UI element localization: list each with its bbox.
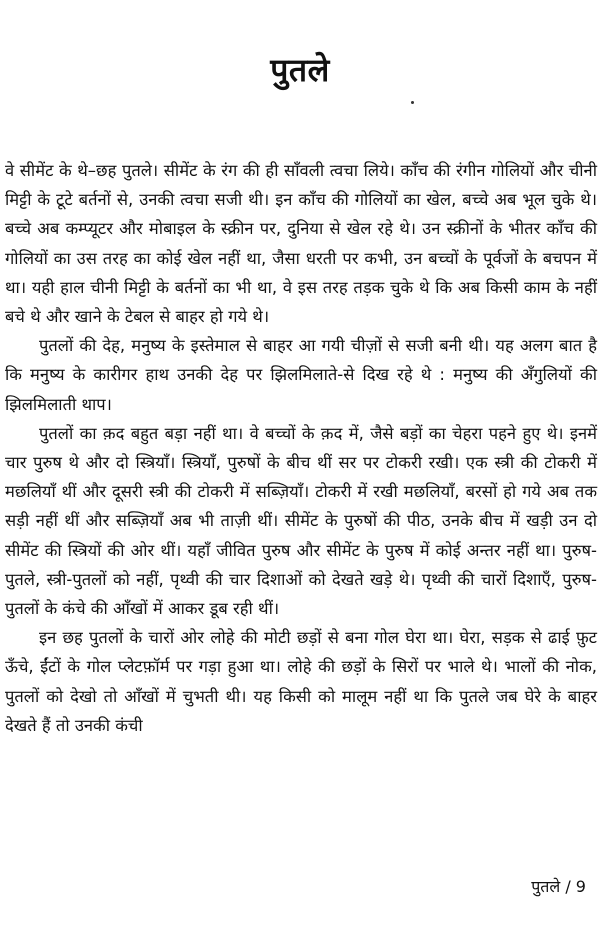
page-title: पुतले: [270, 51, 330, 89]
print-speck: [411, 101, 414, 104]
paragraph: इन छह पुतलों के चारों ओर लोहे की मोटी छड़ों से बना गोल घेरा था। घेरा, सड़क से ढाई फ़ुट ऊँचे, ईंटों के गोल प्लेटफ़ॉर्म पर गड़ा हुआ था। लोहे की छड़ों के सिरों पर भाले थे। भालों की नोक, पुतलों को देखो तो आँखों में चुभती थी। यह किसी को मालूम नहीं था कि पुतले जब घेरे के बाहर देखते हैं तो उनकी कंची: [5, 628, 597, 735]
paragraph: पुतलों की देह, मनुष्य के इस्तेमाल से बाहर आ गयी चीज़ों से सजी बनी थी। यह अलग बात है कि मनुष्य के कारीगर हाथ उनकी देह पर झिलमिलाते-से दिख रहे थे : मनुष्य की अँगुलियों की झिलमिलाती थाप।: [5, 336, 597, 414]
paragraph: पुतलों का क़द बहुत बड़ा नहीं था। वे बच्चों के क़द में, जैसे बड़ों का चेहरा पहने हुए थे। इनमें चार पुरुष थे और दो स्त्रियाँ। स्त्रियाँ, पुरुषों के बीच थीं सर पर टोकरी रखी। एक स्त्री की टोकरी में मछलियाँ थीं और दूसरी स्त्री की टोकरी में सब्ज़ियाँ। टोकरी में रखी मछलियाँ, बरसों हो गये अब तक सड़ी नहीं थीं और सब्ज़ियाँ अब भी ताज़ी थीं। सीमेंट के पुरुषों की पीठ, उनके बीच में खड़ी उन दो सीमेंट की स्त्रियों की ओर थीं। यहाँ जीवित पुरुष और सीमेंट के पुरुष में कोई अन्तर नहीं था। पुरुष-पुतले, स्त्री-पुतलों को नहीं, पृथ्वी की चार दिशाओं को देखते खड़े थे। पृथ्वी की चारों दिशाएँ, पुरुष-पुतलों के कंचे की आँखों में आकर डूब रही थीं।: [5, 423, 597, 619]
page-footer: पुतले / 9: [531, 877, 586, 896]
body-text: [5, 156, 597, 740]
paragraph: वे सीमेंट के थे–छह पुतले। सीमेंट के रंग की ही साँवली त्वचा लिये। काँच की रंगीन गोलियों और चीनी मिट्टी के टूटे बर्तनों से, उनकी त्वचा सजी थी। इन काँच की गोलियों का खेल, बच्चे अब भूल चुके थे। बच्चे अब कम्प्यूटर और मोबाइल के स्क्रीन पर, दुनिया से खेल रहे थे। उन स्क्रीनों के भीतर काँच की गोलियों का उस तरह का कोई खेल नहीं था, जैसा धरती पर कभी, उन बच्चों के पूर्वजों के बचपन में था। यही हाल चीनी मिट्टी के बर्तनों का भी था, वे इस तरह तड़क चुके थे कि अब किसी काम के नहीं बचे थे और खाने के टेबल से बाहर हो गये थे।: [5, 161, 597, 327]
